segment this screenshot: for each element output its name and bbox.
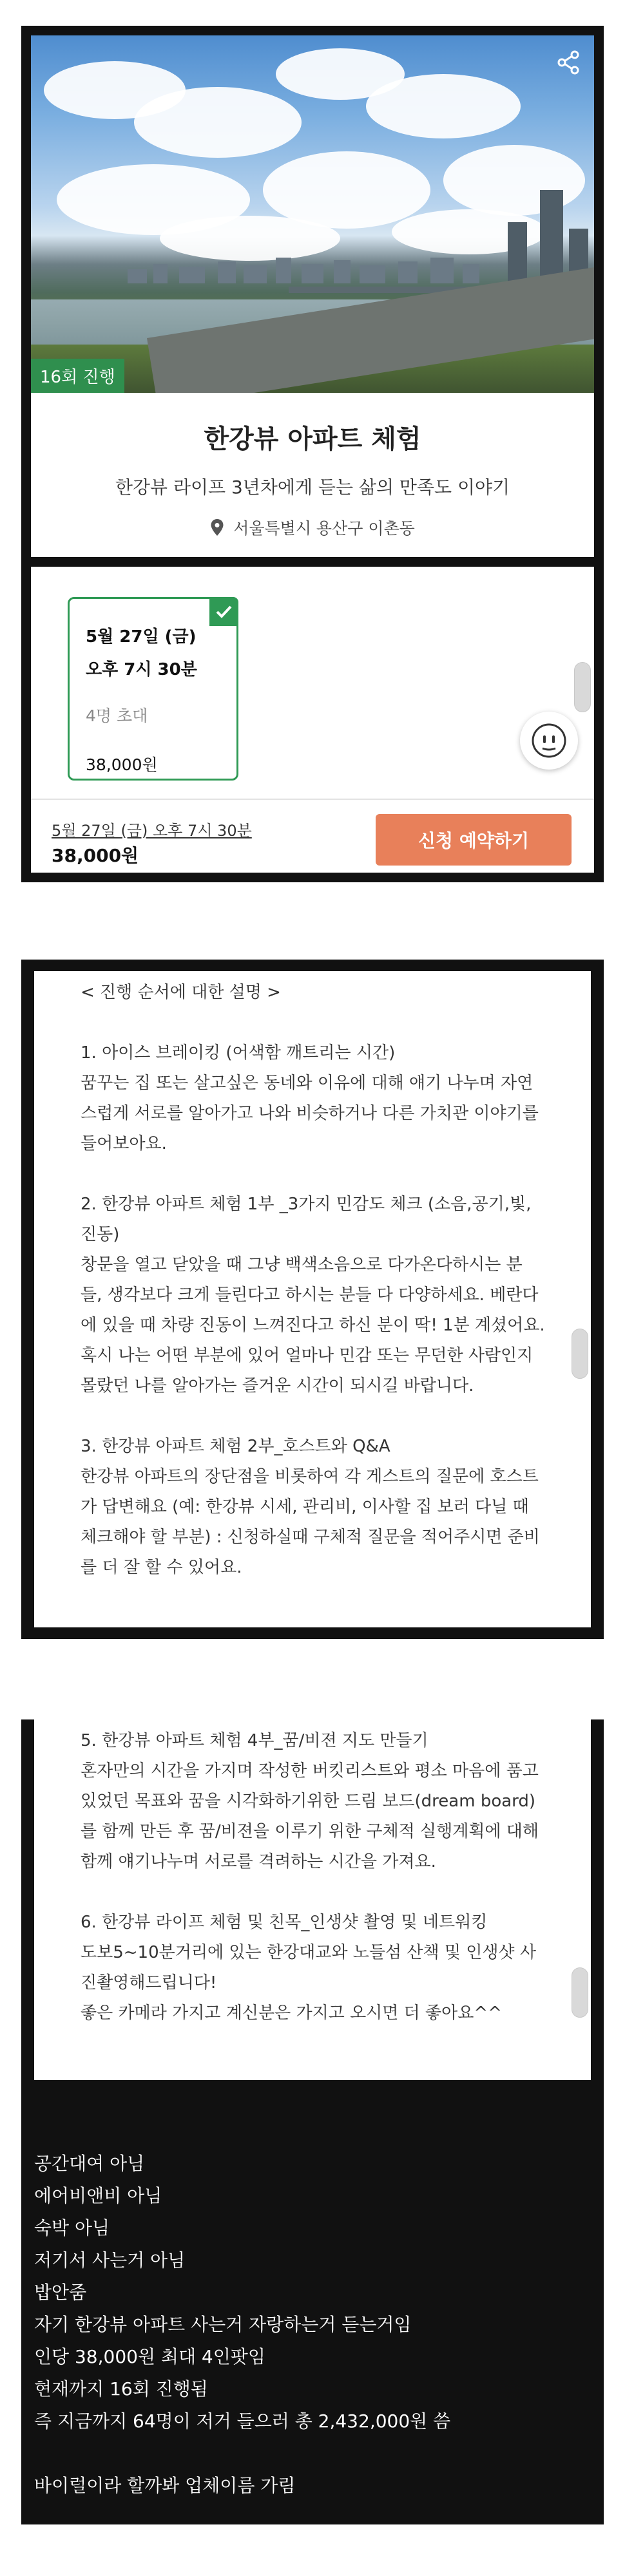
card-price: 38,000원 — [86, 755, 158, 774]
text-line: 들, 생각보다 크게 들린다고 하시는 분들 다 다양하세요. 베란다 — [81, 1285, 539, 1305]
text-line: 1. 아이스 브레이킹 (어색함 깨트리는 시간) — [81, 1043, 396, 1063]
text-line: 에 있을 때 차량 진동이 느껴진다고 하신 분이 딱! 1분 계셨어요. — [81, 1316, 545, 1335]
text-line: 들어보아요. — [81, 1134, 167, 1153]
caption-line: 즉 지금까지 64명이 저거 들으러 총 2,432,000원 씀 — [34, 2410, 451, 2432]
post-caption — [34, 2148, 450, 2502]
caption-line: 에어비앤비 아님 — [34, 2185, 162, 2206]
text-line: 가 답변해요 (예: 한강뷰 시세, 관리비, 이사할 집 보러 다닐 때 — [81, 1497, 529, 1517]
text-line: 진동) — [81, 1225, 120, 1244]
caption-line: 저기서 사는거 아님 — [34, 2249, 186, 2271]
listing-subtitle: 한강뷰 라이프 3년차에게 듣는 삶의 만족도 이야기 — [115, 477, 510, 498]
text-line: 5. 한강뷰 아파트 체험 4부_꿈/비젼 지도 만들기 — [81, 1731, 428, 1750]
location-pin-icon — [210, 518, 224, 536]
scrollbar-thumb[interactable] — [572, 1329, 588, 1379]
description-continued-screenshot — [21, 1719, 604, 2524]
text-line: 도보5~10분거리에 있는 한강대교와 노들섬 산책 및 인생샷 사 — [81, 1943, 536, 1962]
text-line: 좋은 카메라 가지고 계신분은 가지고 오시면 더 좋아요^^ — [81, 2003, 502, 2023]
text-line — [81, 1159, 565, 1189]
card-capacity: 4명 초대 — [86, 706, 148, 725]
text-line: 진촬영해드립니다! — [81, 1973, 217, 1993]
selected-price: 38,000원 — [52, 845, 139, 866]
text-line: 있었던 목표와 꿈을 시각화하기위한 드림 보드(dream board) — [81, 1792, 536, 1811]
location-text: 서울특별시 용산구 이촌동 — [233, 519, 415, 538]
caption-line: 바이럴이라 할까봐 업체이름 가림 — [34, 2475, 296, 2496]
text-line: 를 더 잘 할 수 있어요. — [81, 1558, 242, 1577]
caption-line: 인당 38,000원 최대 4인팟임 — [34, 2346, 265, 2367]
text-line: 함께 얘기나누며 서로를 격려하는 시간을 가져요. — [81, 1852, 436, 1871]
booking-section — [31, 567, 594, 873]
listing-info — [31, 393, 594, 557]
description-screenshot — [21, 960, 604, 1639]
check-icon — [209, 597, 238, 626]
date-option-card[interactable] — [68, 597, 238, 781]
caption-line — [34, 2438, 450, 2470]
description-text — [81, 978, 565, 1583]
caption-line: 공간대여 아님 — [34, 2153, 145, 2174]
hero-photo — [31, 35, 594, 393]
text-line: 혹시 나는 어떤 부분에 있어 얼마나 민감 또는 무던한 사람인지 — [81, 1346, 534, 1365]
description-text-continued — [81, 1726, 565, 2029]
listing-title: 한강뷰 아파트 체험 — [204, 424, 421, 454]
text-line: 스럽게 서로를 알아가고 나와 비슷하거나 다른 가치관 이야기를 — [81, 1104, 539, 1123]
text-line: 2. 한강뷰 아파트 체험 1부 _3가지 민감도 체크 (소음,공기,빛, — [81, 1195, 532, 1214]
chat-face-icon — [531, 723, 567, 759]
text-line: 3. 한강뷰 아파트 체험 2부_호스트와 Q&A — [81, 1437, 390, 1456]
share-icon[interactable] — [554, 48, 582, 77]
text-line — [81, 1401, 565, 1432]
text-line: 혼자만의 시간을 가지며 작성한 버킷리스트와 평소 마음에 품고 — [81, 1761, 539, 1781]
description-box-continued — [34, 1719, 591, 2080]
reserve-button[interactable]: 신청 예약하기 — [376, 814, 572, 866]
caption-line: 자기 한강뷰 아파트 사는거 자랑하는거 듣는거임 — [34, 2314, 412, 2335]
scrollbar-thumb[interactable] — [574, 662, 591, 712]
text-line: < 진행 순서에 대한 설명 > — [81, 983, 281, 1002]
card-time: 오후 7시 30분 — [86, 660, 197, 679]
selected-datetime[interactable]: 5월 27일 (금) 오후 7시 30분 — [52, 822, 252, 840]
caption-line: 밥안줌 — [34, 2282, 87, 2303]
text-line: 6. 한강뷰 라이프 체험 및 친목_인생샷 촬영 및 네트워킹 — [81, 1913, 488, 1932]
session-count-badge: 16회 진행 — [31, 359, 124, 393]
text-line: 체크해야 할 부분) : 신청하실때 구체적 질문을 적어주시면 준비 — [81, 1528, 540, 1547]
text-line: 를 함께 만든 후 꿈/비젼을 이루기 위한 구체적 실행계획에 대해 — [81, 1822, 539, 1841]
text-line — [81, 1008, 565, 1038]
text-line — [81, 1877, 565, 1908]
chat-button[interactable] — [520, 712, 578, 770]
booking-footer — [31, 799, 594, 873]
caption-line: 현재까지 16회 진행됨 — [34, 2378, 208, 2400]
text-line: 한강뷰 아파트의 장단점을 비롯하여 각 게스트의 질문에 호스트 — [81, 1467, 539, 1486]
listing-screenshot — [21, 26, 604, 882]
description-box — [34, 971, 591, 1627]
text-line: 몰랐던 나를 알아가는 즐거운 시간이 되시길 바랍니다. — [81, 1376, 474, 1396]
text-line: 꿈꾸는 집 또는 살고싶은 동네와 이유에 대해 얘기 나누며 자연 — [81, 1074, 534, 1093]
listing-location — [31, 516, 594, 539]
scrollbar-thumb[interactable] — [572, 1967, 588, 2018]
text-line: 창문을 열고 닫았을 때 그냥 백색소음으로 다가온다하시는 분 — [81, 1255, 523, 1274]
caption-line: 숙박 아님 — [34, 2217, 110, 2239]
card-date: 5월 27일 (금) — [86, 627, 197, 647]
